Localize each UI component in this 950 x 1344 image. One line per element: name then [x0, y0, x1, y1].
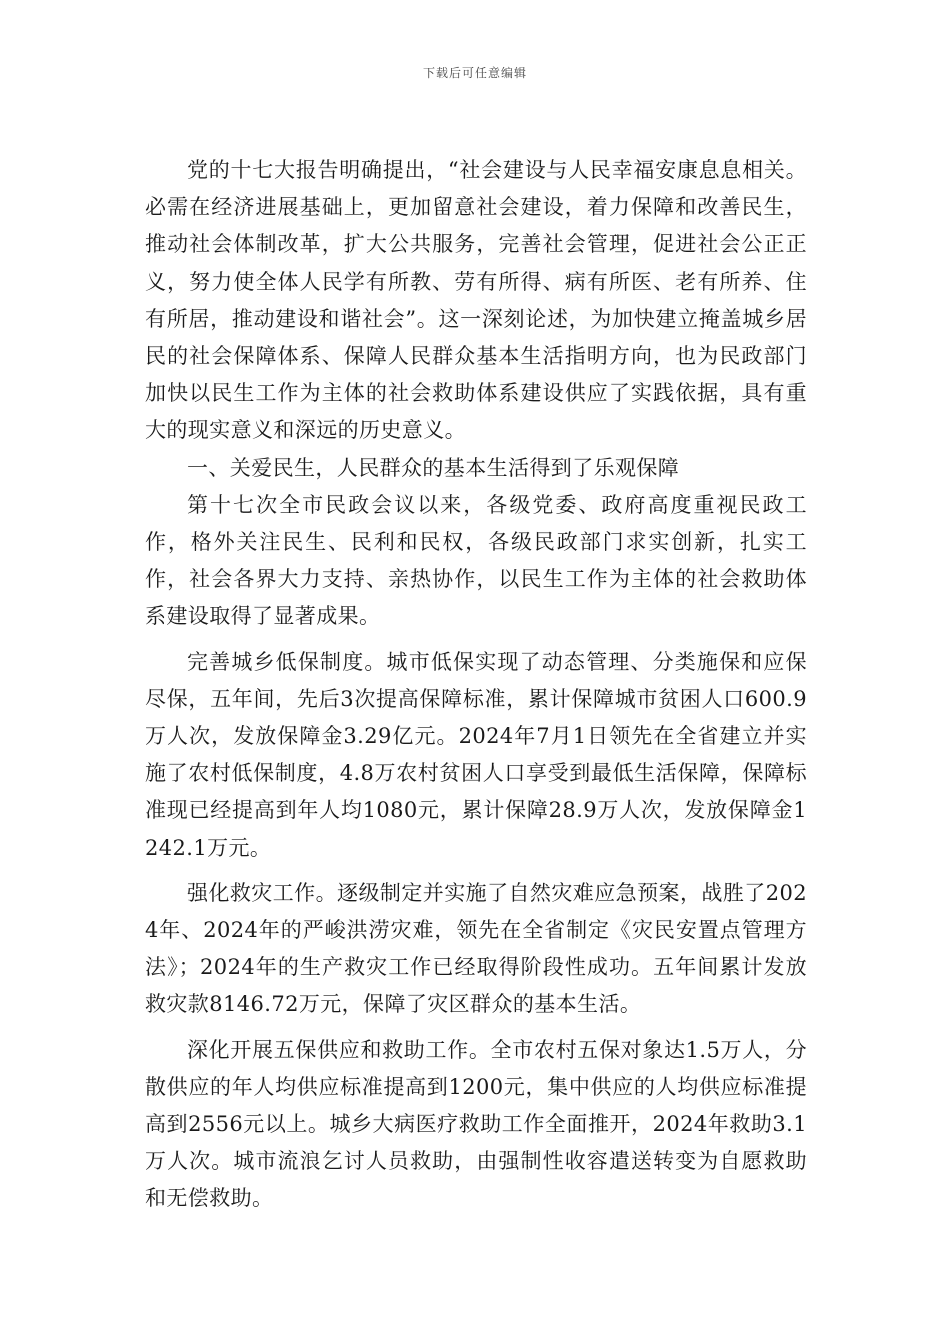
- page-header-note: 下载后可任意编辑: [422, 66, 527, 80]
- paragraph-five-guarantees: 深化开展五保供应和救助工作。全市农村五保对象达1.5万人，分散供应的年人均供应标准提高到1200元，集中供应的人均供应标准提高到2556元以上。城乡大病医疗救助工作全面推开，2024年救助3.1万人次。城市流浪乞讨人员救助，由强制性收容遣送转变为自愿救助和无偿救助。: [145, 1037, 807, 1211]
- paragraph-intro: 党的十七大报告明确提出，“社会建设与人民幸福安康息息相关。必需在经济进展基础上，更加留意社会建设，着力保障和改善民生，推动社会体制改革，扩大公共服务，完善社会管理，促进社会公正正义，努力使全体人民学有所教、劳有所得、病有所医、老有所养、住有所居，推动建设和谐社会”。这一深刻论述，为加快建立掩盖城乡居民的社会保障体系、保障人民群众基本生活指明方向，也为民政部门加快以民生工作为主体的社会救助体系建设供应了实践依据，具有重大的现实意义和深远的历史意义。: [145, 158, 807, 443]
- paragraph-disaster-relief: 强化救灾工作。逐级制定并实施了自然灾难应急预案，战胜了2024年、2024年的严峻洪涝灾难，领先在全省制定《灾民安置点管理方法》；2024年的生产救灾工作已经取得阶段性成功。五年间累计发放救灾款8146.72万元，保障了灾区群众的基本生活。: [145, 880, 807, 1017]
- section-heading: 一、关爱民生，人民群众的基本生活得到了乐观保障: [187, 455, 680, 480]
- paragraph-overview: 第十七次全市民政会议以来，各级党委、政府高度重视民政工作，格外关注民生、民利和民权，各级民政部门求实创新，扎实工作，社会各界大力支持、亲热协作，以民生工作为主体的社会救助体系建设取得了显著成果。: [145, 492, 807, 629]
- paragraph-minimum-living-security: 完善城乡低保制度。城市低保实现了动态管理、分类施保和应保尽保，五年间，先后3次提高保障标准，累计保障城市贫困人口600.9万人次，发放保障金3.29亿元。2024年7月1日领先在全省建立并实施了农村低保制度，4.8万农村贫困人口享受到最低生活保障，保障标准现已经提高到年人均1080元，累计保障28.9万人次，发放保障金1242.1万元。: [145, 649, 807, 860]
- document-body: [145, 152, 807, 1218]
